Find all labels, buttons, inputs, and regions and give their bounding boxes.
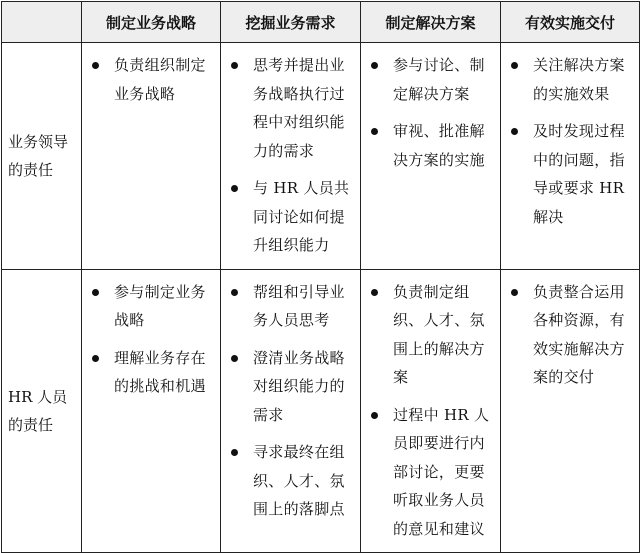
bullet-icon [92, 355, 99, 362]
list-item: 帮组和引导业务人员思考 [225, 278, 356, 335]
bullet-icon [231, 185, 238, 192]
table-cell [501, 269, 640, 553]
bullet-icon [231, 62, 238, 69]
row-label-hr: HR 人员的责任 [2, 269, 82, 553]
list-item: 参与讨论、制定解决方案 [365, 51, 496, 108]
bullet-icon [92, 289, 99, 296]
table-cell [82, 43, 221, 270]
list-item: 与 HR 人员共同讨论如何提升组织能力 [225, 174, 356, 260]
table-cell [361, 43, 501, 270]
header-formulate-solution: 制定解决方案 [361, 2, 501, 43]
bullet-icon [511, 62, 518, 69]
table-row [2, 43, 640, 270]
row-label-business-leader: 业务领导的责任 [2, 43, 82, 270]
bullet-icon [92, 62, 99, 69]
list-item: 负责制定组织、人才、氛围上的解决方案 [365, 278, 496, 392]
list-item: 寻求最终在组织、人才、氛围上的落脚点 [225, 438, 356, 524]
header-explore-needs: 挖掘业务需求 [221, 2, 361, 43]
list-item: 负责组织制定业务战略 [86, 51, 216, 108]
list-item: 思考并提出业务战略执行过程中对组织能力的需求 [225, 51, 356, 165]
bullet-icon [371, 62, 378, 69]
bullet-icon [371, 128, 378, 135]
bullet-icon [231, 289, 238, 296]
header-formulate-strategy: 制定业务战略 [82, 2, 221, 43]
list-item: 澄清业务战略对组织能力的需求 [225, 344, 356, 430]
table-cell [221, 269, 361, 553]
list-item: 参与制定业务战略 [86, 278, 216, 335]
bullet-icon [371, 289, 378, 296]
list-item: 负责整合运用各种资源，有效实施解决方案的交付 [505, 278, 635, 392]
bullet-icon [231, 355, 238, 362]
list-item: 过程中 HR 人员即要进行内部讨论，更要听取业务人员的意见和建议 [365, 401, 496, 544]
bullet-icon [371, 412, 378, 419]
table-cell [361, 269, 501, 553]
bullet-icon [511, 289, 518, 296]
bullet-icon [231, 449, 238, 456]
bullet-icon [511, 128, 518, 135]
header-corner-cell [2, 2, 82, 43]
table-cell [221, 43, 361, 270]
header-effective-delivery: 有效实施交付 [501, 2, 640, 43]
list-item: 理解业务存在的挑战和机遇 [86, 344, 216, 401]
table-row [2, 269, 640, 553]
header-row [2, 2, 640, 43]
list-item: 关注解决方案的实施效果 [505, 51, 635, 108]
list-item: 及时发现过程中的问题，指导或要求 HR 解决 [505, 117, 635, 231]
responsibility-table [1, 1, 640, 553]
table-cell [82, 269, 221, 553]
table-cell [501, 43, 640, 270]
list-item: 审视、批准解决方案的实施 [365, 117, 496, 174]
